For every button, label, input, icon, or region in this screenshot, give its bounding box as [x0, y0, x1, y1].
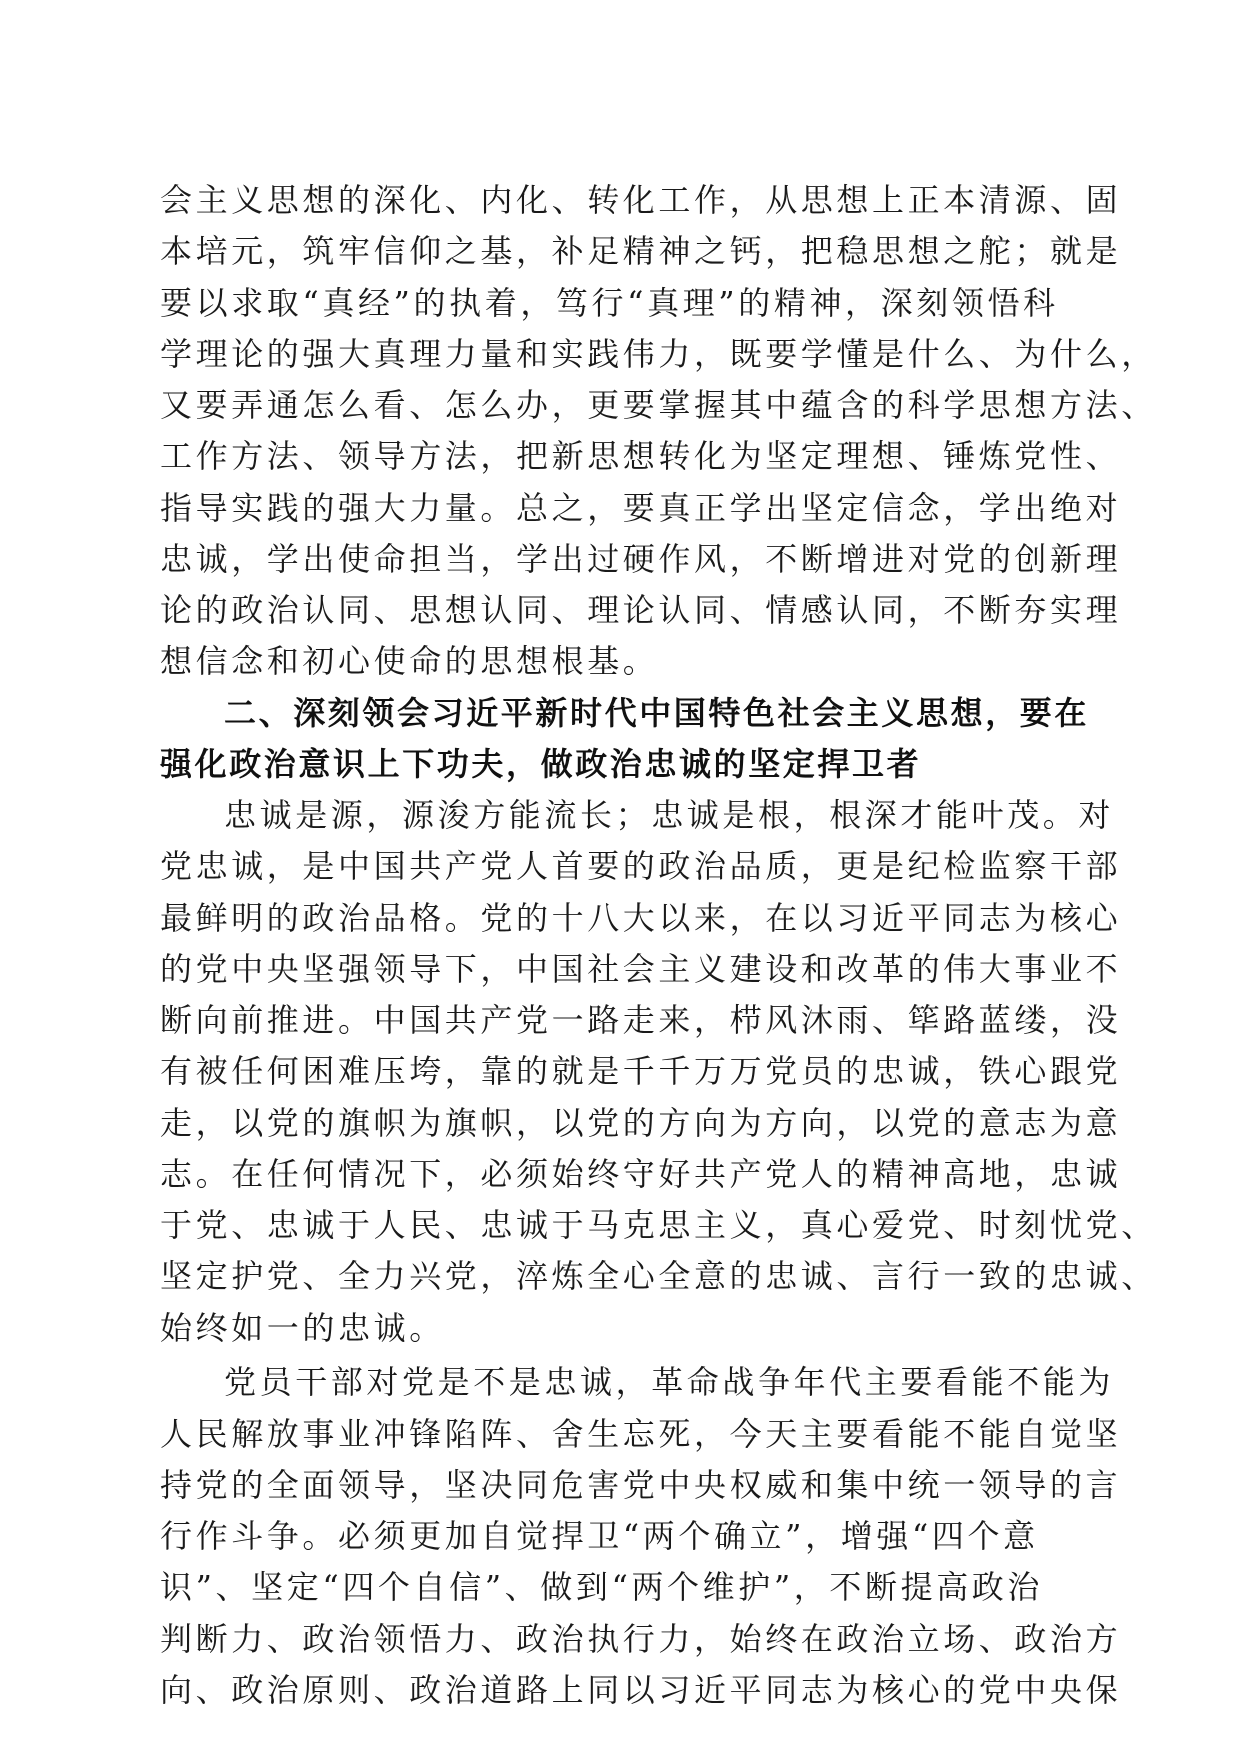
text-line: 行作斗争。必须更加自觉捍卫“两个确立”，增强“四个意 [160, 1517, 1039, 1556]
text-line: 断向前推进。中国共产党一路走来，栉风沐雨、筚路蓝缕，没 [160, 1001, 1122, 1040]
text-line: 始终如一的忠诚。 [160, 1308, 445, 1347]
text-line: 于党、忠诚于人民、忠诚于马克思主义，真心爱党、时刻忧党、 [160, 1206, 1157, 1245]
text-line: 本培元，筑牢信仰之基，补足精神之钙，把稳思想之舵；就是 [160, 232, 1122, 271]
text-line: 党忠诚，是中国共产党人首要的政治品质，更是纪检监察干部 [160, 847, 1122, 886]
text-line: 党员干部对党是不是忠诚，革命战争年代主要看能不能为 [224, 1363, 1115, 1402]
text-line: 工作方法、领导方法，把新思想转化为坚定理想、锤炼党性、 [160, 437, 1122, 476]
text-line: 学理论的强大真理力量和实践伟力，既要学懂是什么、为什么， [160, 334, 1157, 373]
text-line: 志。在任何情况下，必须始终守好共产党人的精神高地，忠诚 [160, 1154, 1122, 1193]
text-line: 坚定护党、全力兴党，淬炼全心全意的忠诚、言行一致的忠诚、 [160, 1257, 1157, 1296]
text-line: 人民解放事业冲锋陷阵、舍生忘死，今天主要看能不能自觉坚 [160, 1414, 1122, 1453]
text-line: 想信念和初心使命的思想根基。 [160, 642, 659, 681]
text-line: 又要弄通怎么看、怎么办，更要掌握其中蕴含的科学思想方法、 [160, 386, 1157, 424]
text-line: 判断力、政治领悟力、政治执行力，始终在政治立场、政治方 [160, 1619, 1122, 1658]
text-line: 忠诚是源，源浚方能流长；忠诚是根，根深才能叶茂。对 [224, 796, 1115, 835]
heading-line: 强化政治意识上下功夫，做政治忠诚的坚定捍卫者 [160, 744, 922, 783]
text-line: 会主义思想的深化、内化、转化工作，从思想上正本清源、固 [160, 181, 1122, 219]
text-line: 最鲜明的政治品格。党的十八大以来，在以习近平同志为核心 [160, 898, 1122, 937]
text-line: 要以求取“真经”的执着，笃行“真理”的精神，深刻领悟科 [160, 283, 1059, 322]
text-line: 指导实践的强大力量。总之，要真正学出坚定信念，学出绝对 [160, 488, 1122, 527]
text-line: 识”、坚定“四个自信”、做到“两个维护”，不断提高政治 [160, 1568, 1043, 1607]
text-line: 的党中央坚强领导下，中国社会主义建设和改革的伟大事业不 [160, 949, 1122, 988]
heading-line: 二、深刻领会习近平新时代中国特色社会主义思想，要在 [224, 693, 1090, 732]
text-line: 走，以党的旗帜为旗帜，以党的方向为方向，以党的意志为意 [160, 1103, 1122, 1142]
text-line: 论的政治认同、思想认同、理论认同、情感认同，不断夯实理 [160, 591, 1122, 630]
text-line: 忠诚，学出使命担当，学出过硬作风，不断增进对党的创新理 [160, 539, 1122, 578]
text-line: 向、政治原则、政治道路上同以习近平同志为核心的党中央保 [160, 1671, 1122, 1709]
text-line: 持党的全面领导，坚决同危害党中央权威和集中统一领导的言 [160, 1465, 1122, 1504]
text-line: 有被任何困难压垮，靠的就是千千万万党员的忠诚，铁心跟党 [160, 1052, 1122, 1091]
